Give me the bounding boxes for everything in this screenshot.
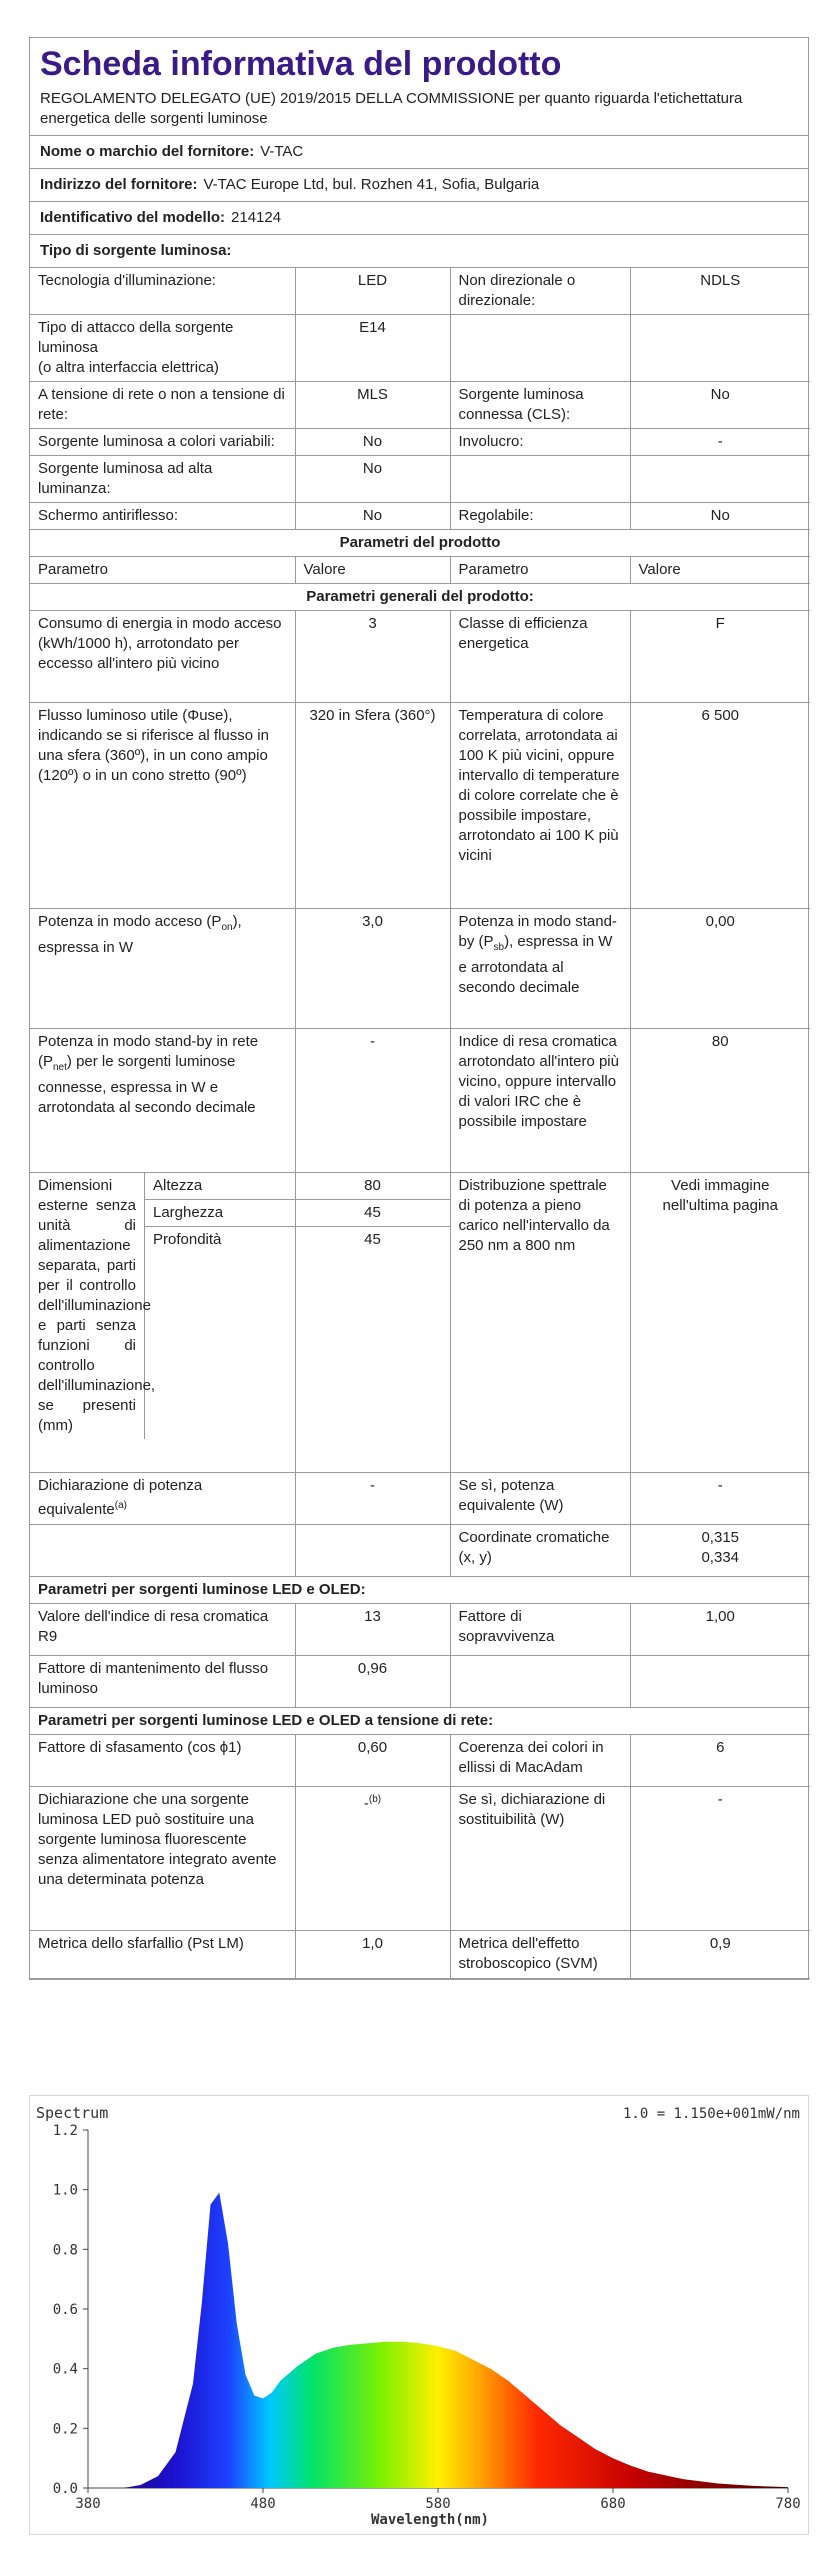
table-row	[30, 1604, 810, 1656]
source-value: MLS	[295, 382, 450, 429]
param-label: Indice di resa cromatica arrotondato all'intero più vicino, oppure intervallo di valori IRC che è possibile impostare	[450, 1029, 630, 1173]
param-label: Potenza in modo acceso $(P_{on})$, espressa in W	[30, 909, 295, 1029]
param-label: Classe di efficienza energetica	[450, 611, 630, 703]
source-value: No	[295, 429, 450, 456]
param-label: Dichiarazione di potenza equivalente$^{(a)}$	[30, 1473, 295, 1525]
y-tick-label: 0.4	[52, 2361, 78, 2378]
param-value: 80	[630, 1029, 810, 1173]
param-label: Distribuzione spettrale di potenza a pieno carico nell'intervallo da 250 nm a 800 nm	[450, 1173, 630, 1473]
source-value: No	[630, 382, 810, 429]
table-row	[30, 1173, 810, 1473]
param-label: Metrica dello sfarfallio (Pst LM)	[30, 1931, 295, 1979]
page-title: Scheda informativa del prodotto	[40, 45, 562, 83]
source-value: E14	[295, 315, 450, 382]
param-value: -	[630, 1473, 810, 1525]
table-row	[30, 503, 810, 530]
param-label: Temperatura di colore correlata, arrotondata ai 100 K più vicini, oppure intervallo di temperature di colore correlate che è possibile impostare, arrotondato ai 100 K più vicini	[450, 703, 630, 909]
supplier-label: Nome o marchio del fornitore:	[40, 143, 255, 161]
source-value: No	[295, 456, 450, 503]
source-label	[450, 315, 630, 382]
model-value: 214124	[231, 209, 282, 227]
model-label: Identificativo del modello:	[40, 209, 226, 227]
x-tick-label: 580	[425, 2496, 451, 2512]
table-row	[30, 429, 810, 456]
supplier-row	[30, 136, 808, 169]
param-label: Coerenza dei colori in ellissi di MacAdam	[450, 1735, 630, 1787]
param-label: Se sì, potenza equivalente (W)	[450, 1473, 630, 1525]
param-label: Coordinate cromatiche (x, y)	[450, 1525, 630, 1577]
column-header: Parametro	[450, 557, 630, 584]
table-row	[30, 1029, 810, 1173]
param-label: Fattore di sfasamento (cos ϕ1)	[30, 1735, 295, 1787]
table-row	[30, 703, 810, 909]
table-row	[30, 1473, 810, 1525]
param-label: Consumo di energia in modo acceso (kWh/1000 h), arrotondato per eccesso all'intero più vicino	[30, 611, 295, 703]
chart-scale-note: 1.0 = 1.150e+001mW/nm	[622, 2106, 800, 2122]
source-label: Sorgente luminosa ad alta luminanza:	[30, 456, 295, 503]
model-row	[30, 202, 808, 235]
column-header: Parametro	[30, 557, 295, 584]
spectrum-chart	[29, 2095, 809, 2535]
source-value: No	[295, 503, 450, 530]
table-row	[30, 611, 810, 703]
table-row	[30, 456, 810, 503]
param-label: Potenza in modo stand-by in rete $(P_{net})$ per le sorgenti luminose connesse, espressa in W e arrotondata al secondo decimale	[30, 1029, 295, 1173]
table-row	[30, 1525, 810, 1577]
param-value: -	[295, 1029, 450, 1173]
param-label: Fattore di sopravvivenza	[450, 1604, 630, 1656]
table-row	[30, 382, 810, 429]
param-value: -	[295, 1473, 450, 1525]
source-label: Schermo antiriflesso:	[30, 503, 295, 530]
param-label: Dichiarazione che una sorgente luminosa LED può sostituire una sorgente luminosa fluorescente senza alimentatore integrato avente una determinata potenza	[30, 1787, 295, 1931]
x-tick-label: 680	[600, 2496, 626, 2512]
table-row	[30, 1931, 810, 1979]
source-type-header: Tipo di sorgente luminosa:	[30, 235, 808, 268]
supplier-value: V-TAC	[260, 143, 304, 161]
param-value: 0,9	[630, 1931, 810, 1979]
general-header: Parametri generali del prodotto:	[30, 584, 810, 611]
source-label	[450, 456, 630, 503]
param-value: 0,315 0,334	[630, 1525, 810, 1577]
source-value	[630, 456, 810, 503]
param-label: Potenza in modo stand-by $(P_{sb})$, espressa in W e arrotondata al secondo decimale	[450, 909, 630, 1029]
y-tick-label: 0.8	[52, 2242, 78, 2259]
dimensions-label: Dimensioni esterne senza unità di alimentazione separata, parti per il controllo dell'illuminazione e parti senza funzioni di controllo dell'illuminazione, se presenti (mm)	[30, 1173, 145, 1439]
mains-header-row	[30, 1708, 810, 1735]
param-value: -$^{(b)}$	[295, 1787, 450, 1931]
param-value: 6 500	[630, 703, 810, 909]
source-label: A tensione di rete o non a tensione di rete:	[30, 382, 295, 429]
y-tick-label: 0.0	[52, 2481, 78, 2497]
source-label: Sorgente luminosa connessa (CLS):	[450, 382, 630, 429]
table-row	[30, 909, 810, 1029]
x-tick-label: 380	[75, 2496, 101, 2512]
spectrum-svg	[30, 2096, 808, 2534]
dimensions-values	[295, 1173, 450, 1473]
param-value: -	[630, 1787, 810, 1931]
source-value: NDLS	[630, 268, 810, 315]
general-header-row	[30, 584, 810, 611]
param-label: Valore dell'indice di resa cromatica R9	[30, 1604, 295, 1656]
dimensions-cell	[30, 1173, 295, 1473]
param-value: 320 in Sfera (360°)	[295, 703, 450, 909]
altezza-value: 80	[296, 1173, 450, 1200]
table-row	[30, 1656, 810, 1708]
param-label: Fattore di mantenimento del flusso luminoso	[30, 1656, 295, 1708]
chart-title: Spectrum	[36, 2104, 109, 2122]
source-label: Tecnologia d'illuminazione:	[30, 268, 295, 315]
source-label: Non direzionale o direzionale:	[450, 268, 630, 315]
address-label: Indirizzo del fornitore:	[40, 176, 198, 194]
x-tick-label: 480	[250, 2496, 276, 2512]
led-header-row	[30, 1577, 810, 1604]
param-value: 3	[295, 611, 450, 703]
address-value: V-TAC Europe Ltd, bul. Rozhen 41, Sofia, Bulgaria	[203, 176, 540, 194]
profondita-label: Profondità	[153, 1231, 222, 1249]
source-value	[630, 315, 810, 382]
table-row	[30, 315, 810, 382]
y-tick-label: 1.0	[52, 2182, 78, 2199]
param-value: 13	[295, 1604, 450, 1656]
params-header-row	[30, 530, 810, 557]
params-header: Parametri del prodotto	[30, 530, 810, 557]
source-label: Tipo di attacco della sorgente luminosa (o altra interfaccia elettrica)	[30, 315, 295, 382]
param-value: 0,00	[630, 909, 810, 1029]
x-axis-label: Wavelength(nm)	[370, 2512, 490, 2528]
parameters-table	[30, 268, 810, 1979]
param-value: 3,0	[295, 909, 450, 1029]
table-row	[30, 268, 810, 315]
source-label: Regolabile:	[450, 503, 630, 530]
param-label: Se sì, dichiarazione di sostituibilità (W)	[450, 1787, 630, 1931]
larghezza-value: 45	[296, 1200, 450, 1227]
y-tick-label: 0.6	[52, 2302, 78, 2318]
regulation-subtitle: REGOLAMENTO DELEGATO (UE) 2019/2015 DELLA COMMISSIONE per quanto riguarda l'etichettatura energetica delle sorgenti luminose	[30, 87, 808, 136]
source-value: -	[630, 429, 810, 456]
column-header: Valore	[295, 557, 450, 584]
param-value: 0,96	[295, 1656, 450, 1708]
source-label: Sorgente luminosa a colori variabili:	[30, 429, 295, 456]
product-sheet	[29, 37, 809, 1980]
table-row	[30, 1735, 810, 1787]
x-tick-label: 780	[775, 2496, 801, 2512]
param-value: 1,0	[295, 1931, 450, 1979]
address-row	[30, 169, 808, 202]
y-tick-label: 1.2	[52, 2123, 78, 2139]
y-tick-label: 0.2	[52, 2421, 78, 2438]
column-header: Valore	[630, 557, 810, 584]
param-value: 6	[630, 1735, 810, 1787]
table-row	[30, 1787, 810, 1931]
led-header: Parametri per sorgenti luminose LED e OLED:	[30, 1577, 810, 1604]
mains-header: Parametri per sorgenti luminose LED e OLED a tensione di rete:	[30, 1708, 810, 1735]
profondita-value: 45	[364, 1231, 381, 1249]
param-value: F	[630, 611, 810, 703]
param-value: 0,60	[295, 1735, 450, 1787]
altezza-label: Altezza	[145, 1173, 295, 1200]
larghezza-label: Larghezza	[145, 1200, 295, 1227]
param-value: 1,00	[630, 1604, 810, 1656]
param-label: Flusso luminoso utile (Φuse), indicando se si riferisce al flusso in una sfera (360º), in un cono ampio (120º) o in un cono stretto (90º)	[30, 703, 295, 909]
param-label: Metrica dell'effetto stroboscopico (SVM)	[450, 1931, 630, 1979]
column-header-row	[30, 557, 810, 584]
source-value: LED	[295, 268, 450, 315]
source-value: No	[630, 503, 810, 530]
spectrum-area	[88, 2193, 788, 2488]
param-value: Vedi immagine nell'ultima pagina	[630, 1173, 810, 1473]
source-label: Involucro:	[450, 429, 630, 456]
